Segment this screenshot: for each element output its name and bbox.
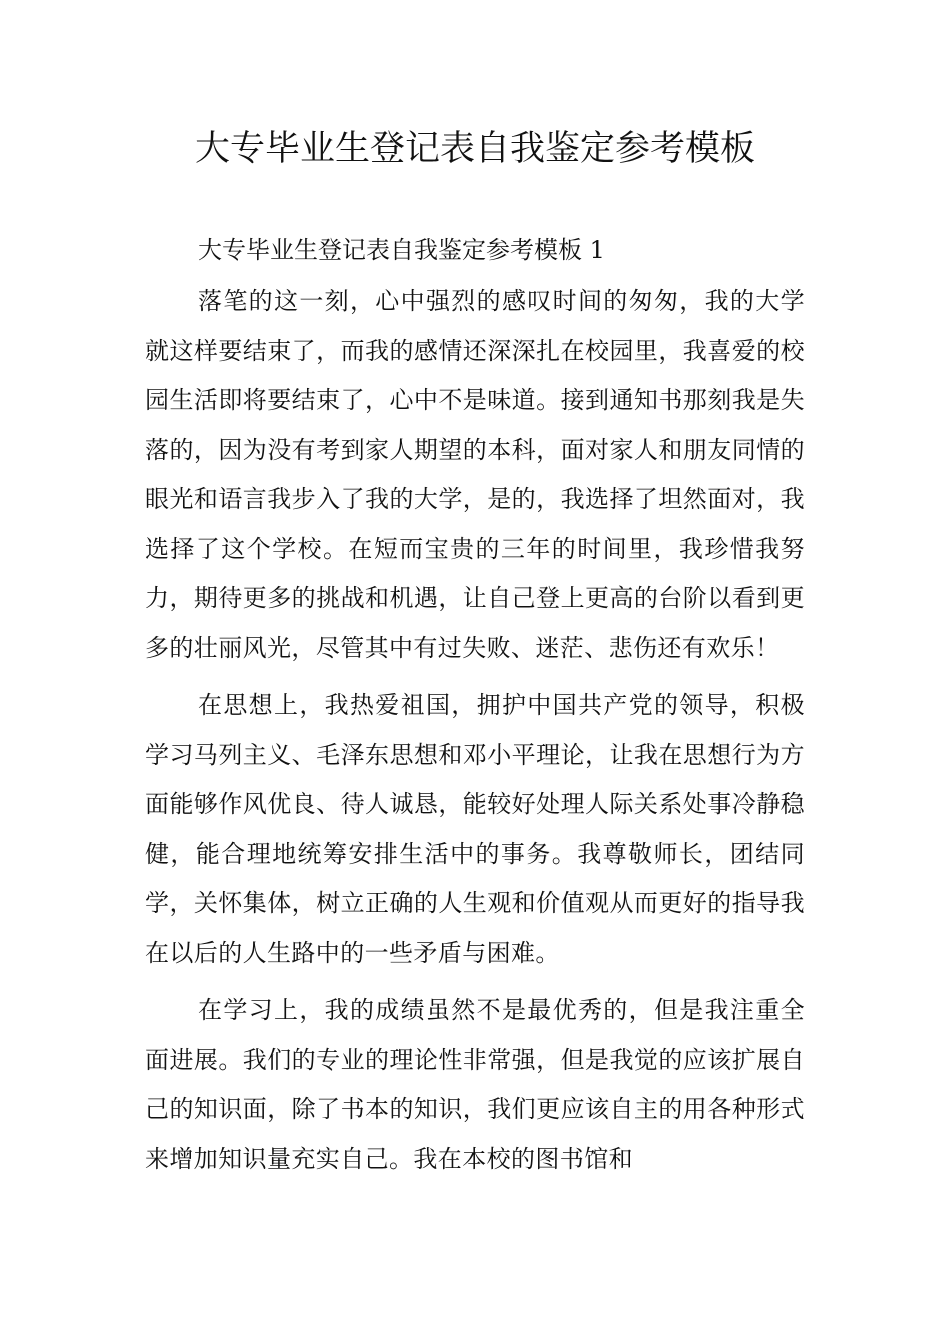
- paragraph: 在学习上，我的成绩虽然不是最优秀的，但是我注重全面进展。我们的专业的理论性非常强，但是我觉的应该扩展自己的知识面，除了书本的知识，我们更应该自主的用各种形式来增加知识量充实自己。我在本校的图书馆和: [145, 996, 805, 1173]
- document-body: [145, 227, 805, 1184]
- document-title: 大专毕业生登记表自我鉴定参考模板: [194, 129, 755, 169]
- section-subtitle: 大专毕业生登记表自我鉴定参考模板 1: [198, 236, 605, 264]
- paragraph: 在思想上，我热爱祖国，拥护中国共产党的领导，积极学习马列主义、毛泽东思想和邓小平理论，让我在思想行为方面能够作风优良、待人诚恳，能较好处理人际关系处事冷静稳健，能合理地统筹安排生活中的事务。我尊敬师长，团结同学，关怀集体，树立正确的人生观和价值观从而更好的指导我在以后的人生路中的一些矛盾与困难。: [145, 691, 805, 967]
- paragraph: 落笔的这一刻，心中强烈的感叹时间的匆匆，我的大学就这样要结束了，而我的感情还深深扎在校园里，我喜爱的校园生活即将要结束了，心中不是味道。接到通知书那刻我是失落的，因为没有考到家人期望的本科，面对家人和朋友同情的眼光和语言我步入了我的大学，是的，我选择了坦然面对，我选择了这个学校。在短而宝贵的三年的时间里，我珍惜我努力，期待更多的挑战和机遇，让自己登上更高的台阶以看到更多的壮丽风光，尽管其中有过失败、迷茫、悲伤还有欢乐！: [145, 287, 805, 662]
